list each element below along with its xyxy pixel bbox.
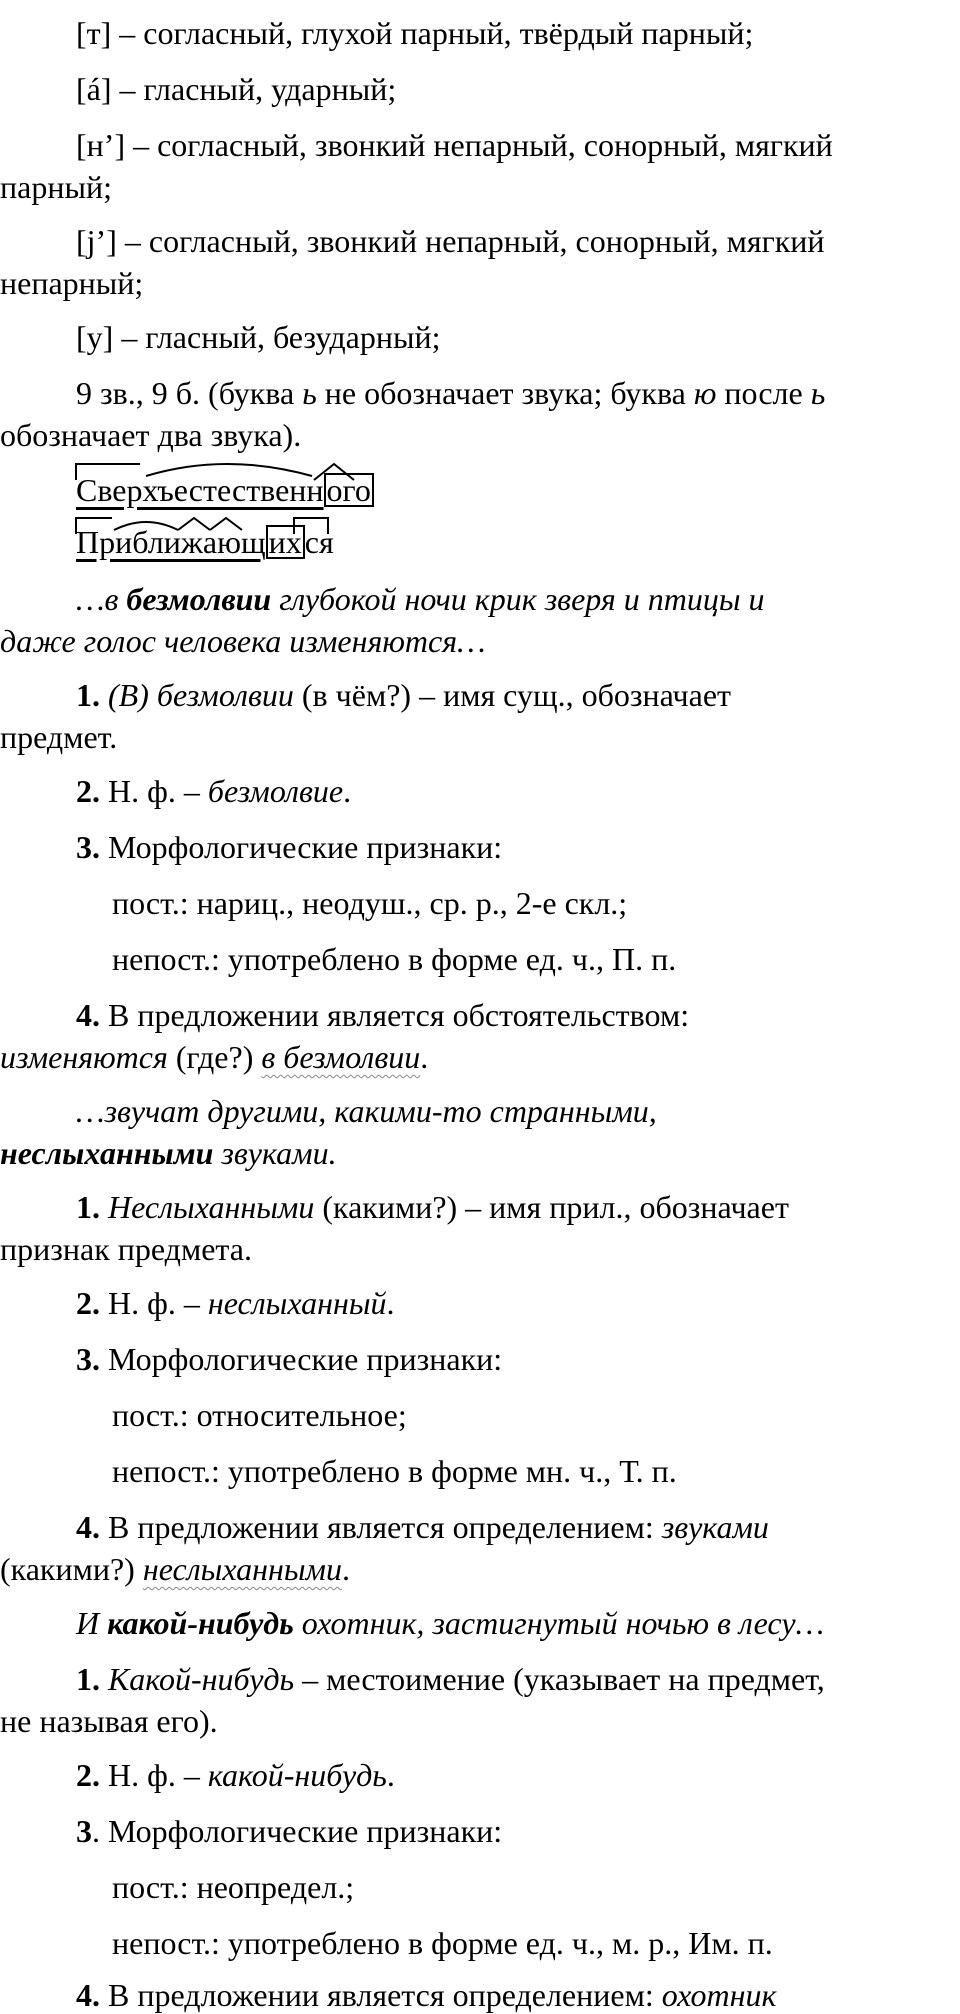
s3-nepost: непост.: употреблено в форме ед. ч., м. р., Им. п. xyxy=(112,1925,773,1961)
sound-count-line2: обозначает два звука). xyxy=(0,417,302,453)
suffix-mark xyxy=(314,464,354,480)
s1-point-2: 2. Н. ф. – безмолвие. xyxy=(76,773,352,809)
quote-1-line1: …в безмолвии глубокой ночи крик зверя и птицы и xyxy=(76,581,765,617)
word2-stem: Приближающ xyxy=(76,524,266,560)
s1-nepost: непост.: употреблено в форме ед. ч., П. п. xyxy=(112,941,677,977)
phonetic-n-line2: парный; xyxy=(0,169,112,205)
quote-2-line1: …звучат другими, какими-то странными, xyxy=(76,1093,657,1129)
phonetic-n-line1: [н’] – согласный, звонкий непарный, сонорный, мягкий xyxy=(76,127,833,163)
s3-point-4: 4. В предложении является определением: охотник xyxy=(76,1977,777,2013)
attribute-underline: неслыханными xyxy=(142,1551,342,1587)
phonetic-t: [т] – согласный, глухой парный, твёрдый парный; xyxy=(76,15,754,51)
phonetic-j-line1: [j’] – согласный, звонкий непарный, сонорный, мягкий xyxy=(76,223,825,259)
prefix-mark xyxy=(76,464,140,480)
s3-point-2: 2. Н. ф. – какой-нибудь. xyxy=(76,1757,395,1793)
suffix-mark-1 xyxy=(178,518,210,530)
prefix-mark xyxy=(76,518,112,534)
quote-1-line2: даже голос человека изменяются… xyxy=(0,623,486,659)
s1-point-3: 3. Морфологические признаки: xyxy=(76,829,503,865)
s2-point-3: 3. Морфологические признаки: xyxy=(76,1341,503,1377)
s2-point-4-line2: (какими?) неслыханными. xyxy=(0,1551,350,1587)
word2-ending-box: их xyxy=(266,525,305,559)
root-arc xyxy=(114,522,178,530)
s2-point-2: 2. Н. ф. – неслыханный. xyxy=(76,1285,395,1321)
s3-point-3: 3. Морфологические признаки: xyxy=(76,1813,503,1849)
s2-point-1: 1. Неслыханными (какими?) – имя прил., обозначает xyxy=(76,1189,789,1225)
quote-2-line2: неслыханными звуками. xyxy=(0,1135,337,1171)
s1-post: пост.: нариц., неодуш., ср. р., 2-е скл.; xyxy=(112,885,628,921)
phonetic-j-line2: непарный; xyxy=(0,265,144,301)
suffix-mark-2 xyxy=(210,518,242,530)
s3-post: пост.: неопредел.; xyxy=(112,1869,355,1905)
word2-postfix: ся xyxy=(304,524,334,560)
s2-point-1-line2: признак предмета. xyxy=(0,1231,252,1267)
s2-post: пост.: относительное; xyxy=(112,1397,407,1433)
s3-point-1-line2: не называя его). xyxy=(0,1703,218,1739)
sound-count-line1: 9 зв., 9 б. (буква ь не обозначает звука; буква ю после ь xyxy=(76,375,826,411)
quote-3-line1: И какой-нибудь охотник, застигнутый ночью в лесу… xyxy=(76,1605,825,1641)
phonetic-u: [у] – гласный, безударный; xyxy=(76,319,441,355)
s3-point-1: 1. Какой-нибудь – местоимение (указывает на предмет, xyxy=(76,1661,825,1697)
phonetic-a: [á] – гласный, ударный; xyxy=(76,71,397,107)
s1-point-4: 4. В предложении является обстоятельством: xyxy=(76,997,690,1033)
s2-nepost: непост.: употреблено в форме мн. ч., Т. п. xyxy=(112,1453,677,1489)
s1-point-4-line2: изменяются (где?) в безмолвии. xyxy=(0,1039,429,1075)
root-arc xyxy=(146,464,312,476)
postfix-mark xyxy=(294,518,328,534)
word2-morpheme-marks xyxy=(76,510,396,540)
word1-morpheme-marks xyxy=(76,458,396,488)
s2-point-4: 4. В предложении является определением: звуками xyxy=(76,1509,769,1545)
s1-point-1: 1. (В) безмолвии (в чём?) – имя сущ., обозначает xyxy=(76,677,732,713)
s1-point-1-line2: предмет. xyxy=(0,719,118,755)
adverbial-underline: в безмолвии xyxy=(261,1039,421,1075)
word1-ending-box: ого xyxy=(324,473,374,507)
word1-stem: Сверхъестественн xyxy=(76,472,324,508)
